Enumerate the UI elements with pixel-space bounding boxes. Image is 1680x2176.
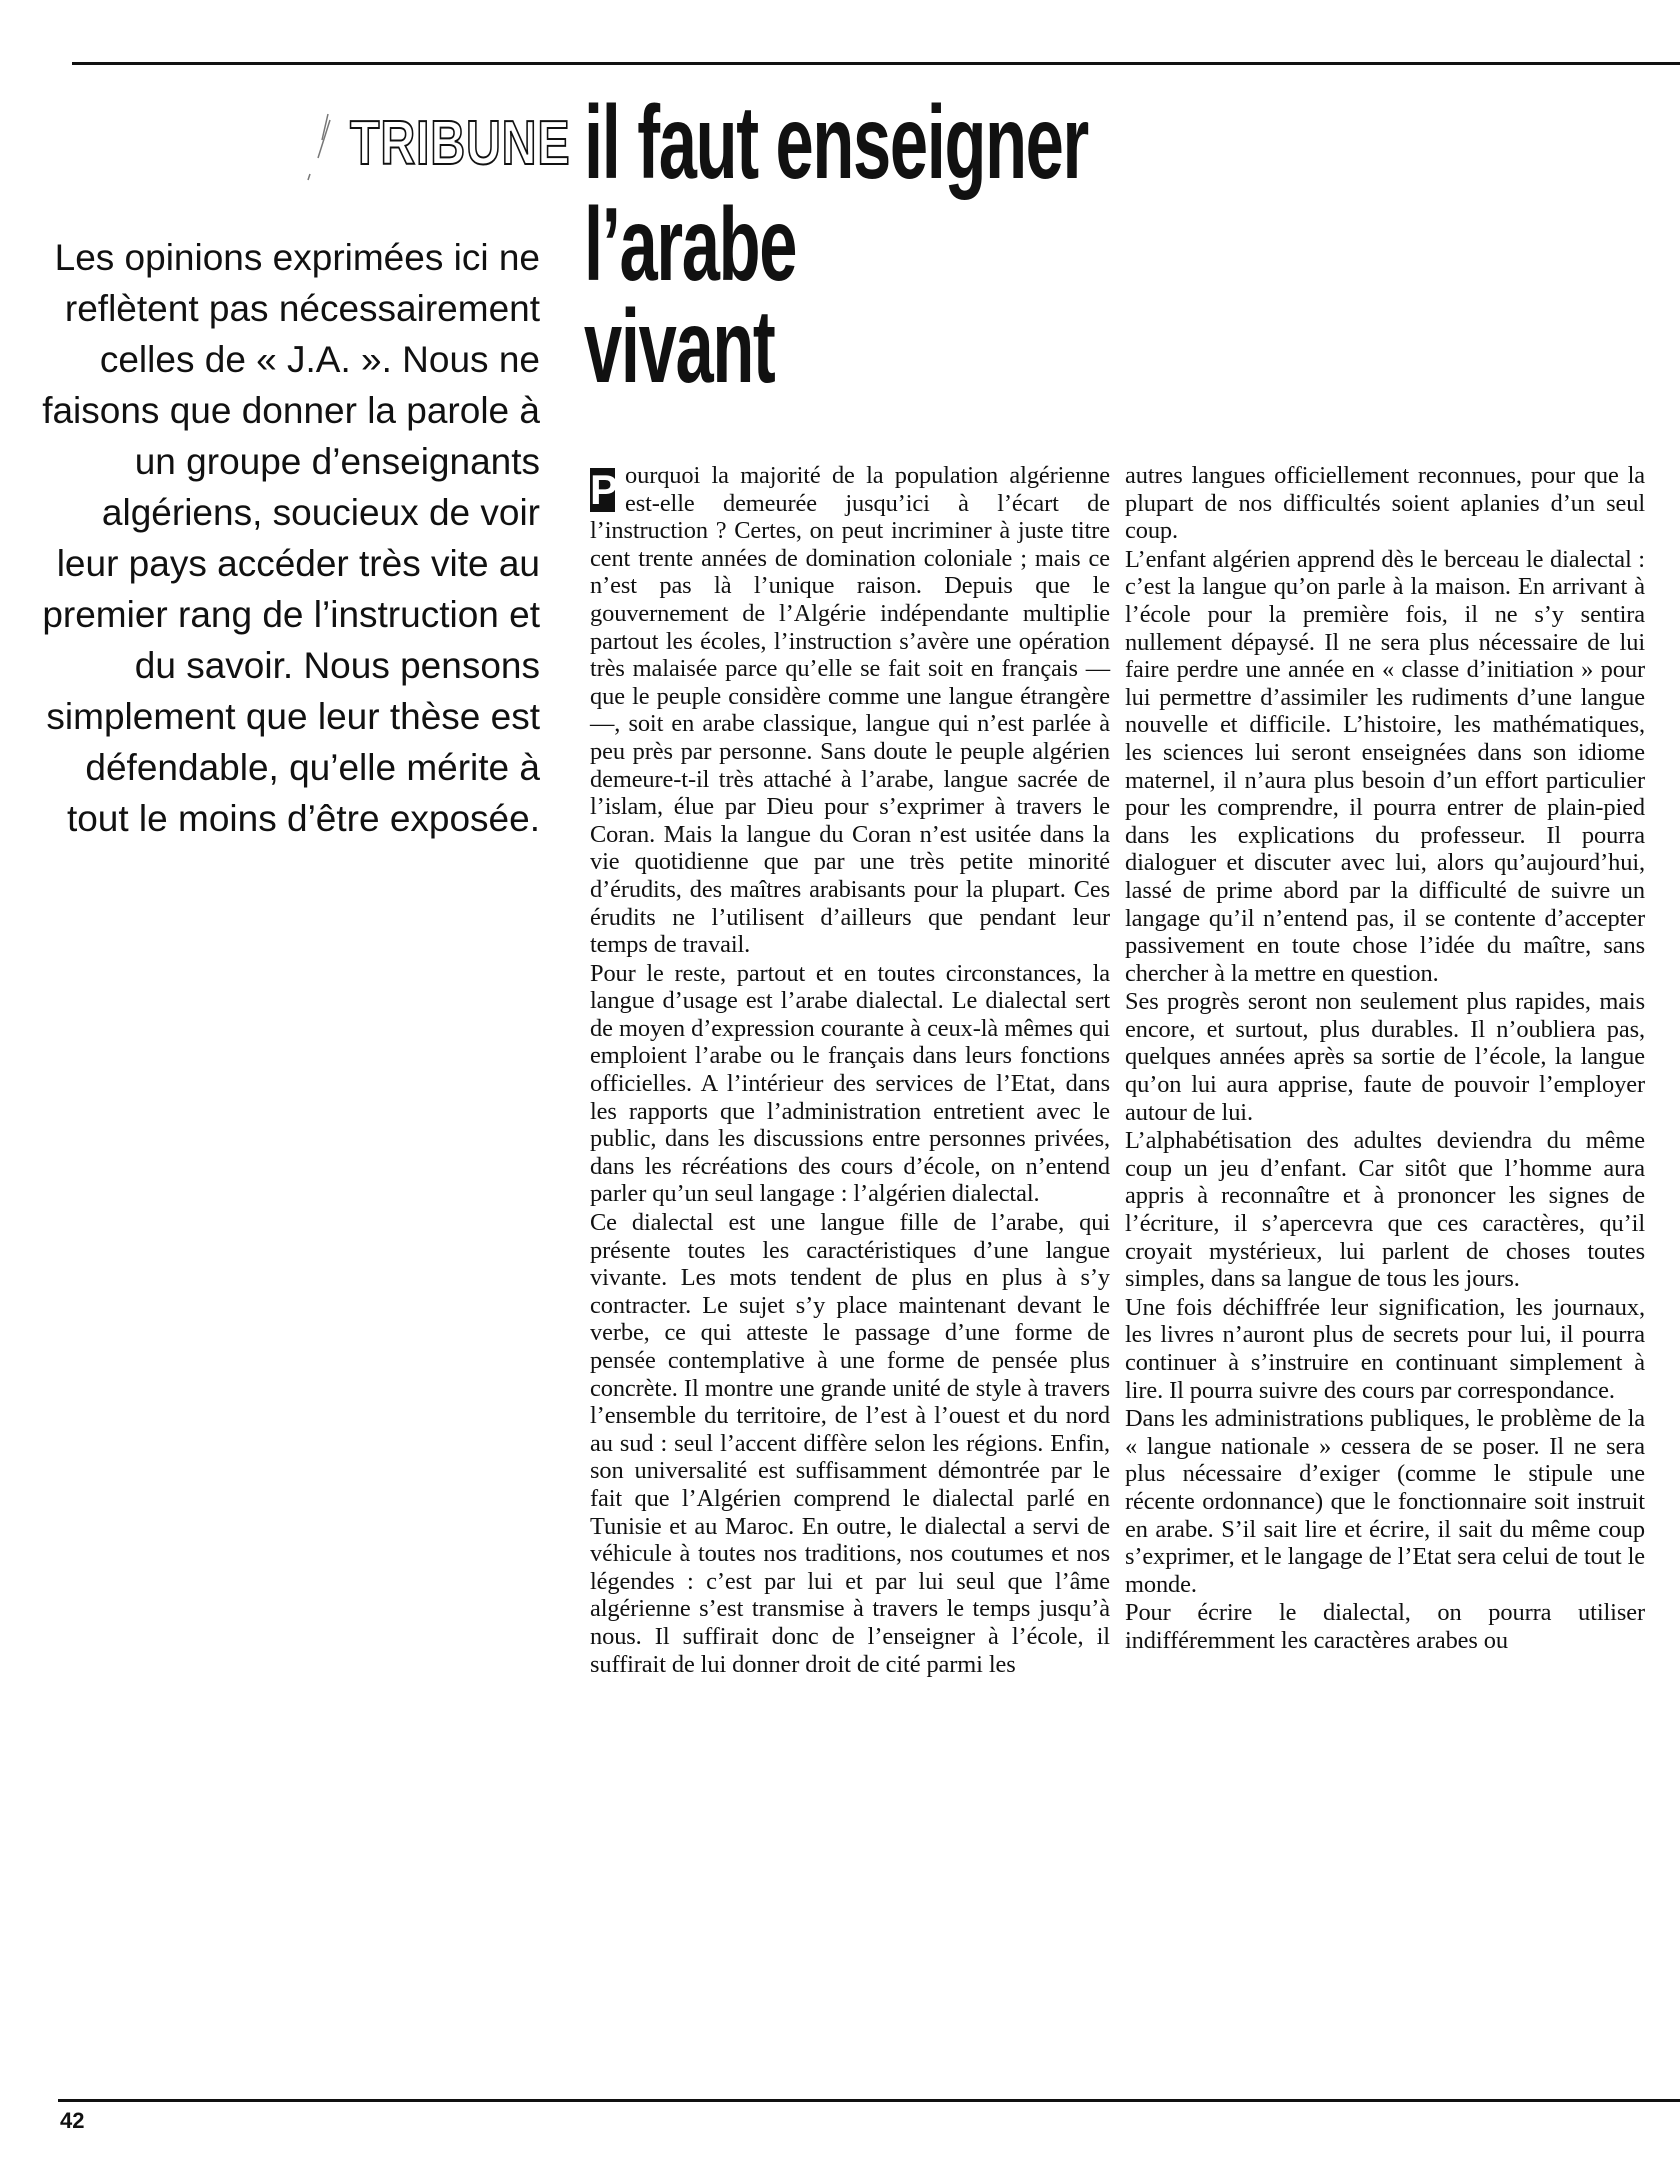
top-rule: [72, 62, 1680, 65]
headline: [584, 85, 1088, 405]
article-paragraph: Ce dialectal est une langue fille de l’arabe, qui présente toutes les caractéristiques d’une langue vivante. Les mots tendent de plus en plus à s’y contracter. Le sujet s’y place maintenant devant le verbe, ce qui atteste le passage d’une forme de pensée contemplative à une forme de pensée plus concrète. Il montre une grande unité de style à travers l’ensemble du territoire, de l’est à l’ouest et du nord au sud : seul l’accent diffère selon les régions. Enfin, son universalité est suffisamment démontrée par le fait que l’Algérien comprend le dialectal parlé en Tunisie et au Maroc. En outre, le dialectal a servi de véhicule à toutes nos traditions, nos coutumes et nos légendes : c’est par lui et par lui seul que l’âme algérienne s’est transmise à travers le temps jusqu’à nous. Il suffirait donc de l’enseigner à l’école, il suffirait de lui donner droit de cité parmi les: [590, 1209, 1110, 1678]
drop-cap: P: [590, 466, 618, 513]
headline-line: vivant: [584, 289, 775, 405]
article-paragraph: Pour écrire le dialectal, on pourra utiliser indifféremment les caractères arabes ou: [1125, 1599, 1645, 1654]
paragraph-text: ourquoi la majorité de la population algérienne est-elle demeurée jusqu’ici à l’écart de l’instruction ? Certes, on peut incriminer à juste titre cent trente années de domination coloniale ; mais ce n’est pas là l’unique raison. Depuis que le gouvernement de l’Algérie indépendante multiplie partout les écoles, l’instruction s’avère une opération très malaisée parce qu’elle se fait soit en français — que le peuple considère comme une langue étrangère —, soit en arabe classique, langue qui n’est parlée à peu près par personne. Sans doute le peuple algérien demeure-t-il très attaché à l’arabe, langue sacrée de l’islam, élue par Dieu pour s’exprimer à travers le Coran. Mais la langue du Coran n’est usitée dans la vie quotidienne que par une très petite minorité d’érudits, des maîtres arabisants pour la plupart. Ces érudits ne l’utilisent d’ailleurs que pendant leur temps de travail.: [590, 462, 1110, 959]
article-paragraph: autres langues officiellement reconnues, pour que la plupart de nos difficultés soient aplanies d’un seul coup.: [1125, 462, 1645, 545]
bottom-rule: [58, 2099, 1680, 2102]
article-column-2: [1125, 462, 1645, 1656]
page-number: 42: [60, 2108, 85, 2133]
article-paragraph: Dans les administrations publiques, le problème de la « langue nationale » cessera de se poser. Il ne sera plus nécessaire d’exiger (comme le stipule une récente ordonnance) que le fonctionnaire soit instruit en arabe. S’il sait lire et écrire, il sait du même coup s’exprimer, et le langage de l’Etat sera celui de tout le monde.: [1125, 1405, 1645, 1598]
article-paragraph: Une fois déchiffrée leur signification, les journaux, les livres n’auront plus de secrets pour lui, il pourra continuer à s’instruire en continuant simplement à lire. Il pourra suivre des cours par correspondance.: [1125, 1293, 1645, 1404]
section-kicker: TRIBUNE: [350, 109, 571, 178]
article-paragraph: [590, 462, 1110, 959]
article-paragraph: L’alphabétisation des adultes deviendra du même coup un jeu d’enfant. Car sitôt que l’homme aura appris à reconnaître et à prononcer les signes de l’écriture, il s’apercevra que ces caractères, qu’il croyait mystérieux, lui parlent de choses toutes simples, dans sa langue de tous les jours.: [1125, 1127, 1645, 1293]
ink-mark-decoration: [300, 110, 340, 190]
article-paragraph: Ses progrès seront non seulement plus rapides, mais encore, et surtout, plus durables. Il n’oubliera pas, quelques années après sa sortie de l’école, la langue qu’on lui aura apprise, faute de pouvoir l’employer autour de lui.: [1125, 988, 1645, 1126]
editorial-note: Les opinions exprimées ici ne reflètent pas nécessairement celles de « J.A. ». Nous ne faisons que donner la parole à un groupe d’enseignants algériens, soucieux de voir leur pays accéder très vite au premier rang de l’instruction et du savoir. Nous pensons simplement que leur thèse est défendable, qu’elle mérite à tout le moins d’être exposée.: [42, 237, 540, 839]
headline-line: l’arabe: [584, 187, 797, 303]
article-paragraph: Pour le reste, partout et en toutes circonstances, la langue d’usage est l’arabe dialectal. Le dialectal sert de moyen d’expression courante à ceux-là mêmes qui emploient l’arabe ou le français dans leurs fonctions officielles. A l’intérieur des services de l’Etat, dans les rapports que l’administration entretient avec le public, dans les discussions entre personnes privées, dans les récréations des cours d’école, on n’entend parler qu’un seul langage : l’algérien dialectal.: [590, 959, 1110, 1208]
headline-line: il faut enseigner: [584, 85, 1088, 201]
article-column-1: [590, 462, 1110, 1679]
article-paragraph: L’enfant algérien apprend dès le berceau le dialectal : c’est la langue qu’on parle à la maison. En arrivant à l’école pour la première fois, il ne s’y sentira nullement dépaysé. Il ne sera plus nécessaire de lui faire perdre une année en « classe d’initiation » pour lui permettre d’assimiler les rudiments d’une langue nouvelle et difficile. L’histoire, les mathématiques, les sciences lui seront enseignées dans son idiome maternel, il n’aura plus besoin d’un effort particulier pour les comprendre, il pourra entrer de plain-pied dans les explications du professeur. Il pourra dialoguer et discuter avec lui, alors qu’aujourd’hui, lassé de prime abord par la difficulté de suivre un langage qu’il n’entend pas, il se contente d’accepter passivement en toute chose l’idée du maître, sans chercher à la mettre en question.: [1125, 545, 1645, 987]
